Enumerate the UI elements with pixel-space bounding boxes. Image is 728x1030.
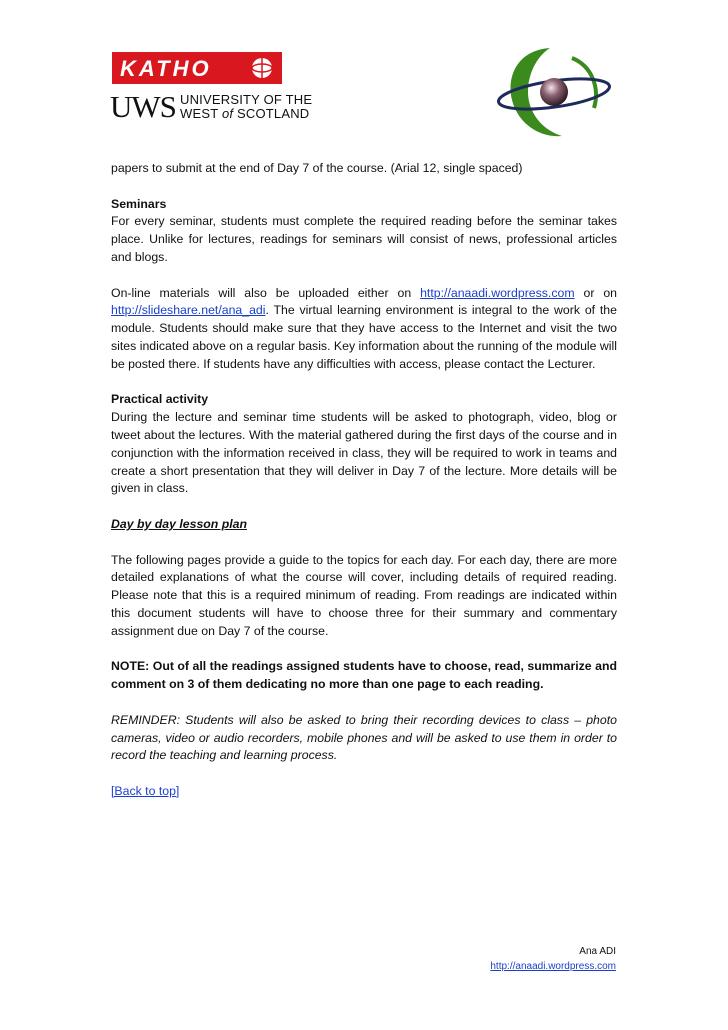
- day-plan-heading: Day by day lesson plan: [111, 516, 247, 531]
- katho-logo-text: KATHO: [120, 56, 212, 81]
- katho-logo: [112, 52, 282, 84]
- online-materials-paragraph: On-line materials will also be uploaded either on http://anaadi.wordpress.com or on http://slideshare.net/ana_adi. The virtual learning environment is integral to the work of the module. Students should make sure that they have access to the Internet and visit the two sites indicated above on a regular basis. Key information about the running of the module will be posted there. If students have any difficulties with access, please contact the Lecturer.: [111, 285, 617, 371]
- seminars-paragraph: For every seminar, students must complete the required reading before the seminar takes place. Unlike for lectures, readings for seminars will consist of news, professional articles and blogs.: [111, 214, 617, 264]
- uws-name-line2: WEST of SCOTLAND: [180, 106, 310, 121]
- slideshare-link[interactable]: http://slideshare.net/ana_adi: [111, 303, 266, 318]
- intro-paragraph: papers to submit at the end of Day 7 of the course. (Arial 12, single spaced): [111, 161, 523, 175]
- footer-author: Ana ADI: [579, 946, 616, 957]
- orbit-logo: [488, 38, 618, 150]
- day-plan-paragraph: The following pages provide a guide to the topics for each day. For each day, there are more detailed explanations of what the course will cover, including details of required reading. Please note that this is a required minimum of reading. From readings are indicated within this document students will have to choose three for their summary and commentary assignment due on Day 7 of the course.: [111, 552, 617, 638]
- reminder-paragraph: REMINDER: Students will also be asked to bring their recording devices to class – photo cameras, video or audio recorders, mobile phones and will be asked to use them in order to record the teaching and learning process.: [111, 712, 617, 763]
- back-to-top-link[interactable]: [Back to top]: [111, 783, 180, 798]
- footer-url-link[interactable]: http://anaadi.wordpress.com: [490, 961, 616, 972]
- anaadi-wordpress-link[interactable]: http://anaadi.wordpress.com: [420, 285, 575, 300]
- note-paragraph: NOTE: Out of all the readings assigned students have to choose, read, summarize and comment on 3 of them dedicating no more than one page to each reading.: [111, 659, 617, 692]
- uws-university-name: [180, 93, 312, 121]
- uws-name-line1: UNIVERSITY OF THE: [180, 92, 313, 107]
- practical-activity-paragraph: During the lecture and seminar time students will be asked to photograph, video, blog or tweet about the lectures. With the material gathered during the first days of the course and in conjunction with the information received in class, they will be required to work in teams and create a short presentation that they will deliver in Day 7 of the lecture. More details will be given in class.: [111, 410, 617, 496]
- uws-mark: UWS: [110, 89, 176, 124]
- document-body: [111, 160, 617, 801]
- seminars-heading: Seminars: [111, 196, 167, 211]
- page-footer: [490, 944, 616, 974]
- uws-logo: [110, 90, 320, 124]
- practical-activity-heading: Practical activity: [111, 392, 209, 407]
